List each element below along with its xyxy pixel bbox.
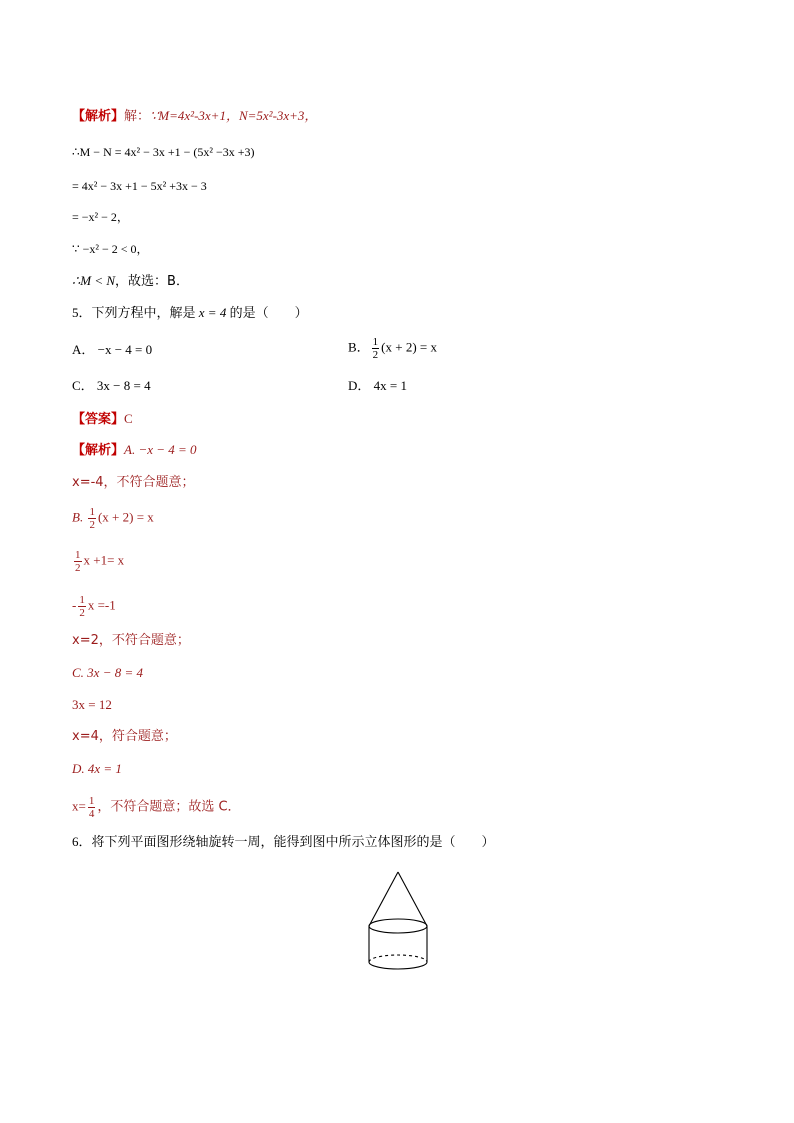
q6-number: 6． bbox=[72, 834, 92, 849]
analysis-b-step1-den: 2 bbox=[75, 562, 81, 574]
q4-conclusion-text: ，故选：B． bbox=[115, 274, 189, 289]
analysis-b-step1 bbox=[72, 549, 124, 574]
analysis-b-step2-num: 1 bbox=[79, 594, 85, 606]
analysis-a-expr: A. −x − 4 = 0 bbox=[124, 442, 197, 457]
q5-stem-math: x = 4 bbox=[198, 305, 227, 320]
q5-answer bbox=[72, 410, 133, 429]
option-b-frac-den: 2 bbox=[372, 349, 379, 361]
analysis-d-result-line bbox=[72, 795, 241, 820]
option-b-label: B． bbox=[348, 339, 370, 355]
analysis-d-expr: D. 4x = 1 bbox=[72, 761, 122, 776]
analysis-b-step1-fraction bbox=[74, 549, 82, 574]
analysis-b-step2-den: 2 bbox=[79, 607, 85, 619]
analysis-b-fraction bbox=[88, 506, 96, 531]
q5-option-c bbox=[72, 377, 151, 395]
analysis-b-step1-expr: x +1= x bbox=[83, 552, 125, 568]
option-c-label: C． bbox=[72, 378, 94, 393]
analysis-b-label: B. bbox=[72, 509, 84, 525]
q5-analysis-a bbox=[72, 441, 197, 460]
q4-step2: = 4x² − 3x +1 − 5x² +3x − 3 bbox=[72, 179, 207, 193]
given-m: ∵M=4x²-3x+1， bbox=[150, 108, 239, 123]
q4-step1: ∴M − N = 4x² − 3x +1 − (5x² −3x +3) bbox=[72, 145, 255, 159]
analysis-c-step: 3x = 12 bbox=[72, 697, 112, 712]
q5-analysis-tag: 【解析】 bbox=[72, 443, 125, 458]
analysis-b-step1-num: 1 bbox=[75, 549, 81, 561]
analysis-b-result: x=2，不符合题意； bbox=[72, 633, 190, 648]
cone-right-edge bbox=[398, 872, 427, 926]
analysis-b-step2-prefix: - bbox=[72, 597, 77, 613]
q5-option-a bbox=[72, 341, 152, 359]
analysis-c-result: x=4，符合题意； bbox=[72, 729, 177, 744]
analysis-b-expr: (x + 2) = x bbox=[97, 509, 154, 525]
analysis-d-den: 4 bbox=[88, 808, 95, 820]
analysis-tag: 【解析】 bbox=[72, 109, 125, 124]
analysis-d-fraction bbox=[88, 795, 96, 820]
q5-stem-suffix: 的是（ ） bbox=[229, 306, 308, 321]
analysis-b-step2-expr: x =-1 bbox=[87, 597, 116, 613]
q4-analysis-line-given bbox=[72, 107, 317, 126]
analysis-b-step2 bbox=[72, 594, 116, 619]
cylinder-bottom-front bbox=[369, 962, 427, 969]
option-c-expr: 3x − 8 = 4 bbox=[96, 378, 151, 393]
analysis-d-result: ，不符合题意；故选 C． bbox=[97, 799, 241, 815]
cone-left-edge bbox=[369, 872, 398, 926]
analysis-b-step2-fraction bbox=[78, 594, 86, 619]
analysis-a-result: x=-4，不符合题意； bbox=[72, 475, 195, 490]
q4-conclusion-math: ∴M < N bbox=[72, 273, 116, 288]
option-a-expr: −x − 4 = 0 bbox=[97, 342, 153, 357]
option-b-frac-num: 1 bbox=[372, 336, 379, 348]
cylinder-bottom-back bbox=[369, 955, 427, 962]
analysis-d-num: 1 bbox=[88, 795, 95, 807]
analysis-b-frac-den: 2 bbox=[89, 519, 95, 531]
option-d-expr: 4x = 1 bbox=[373, 378, 407, 393]
cone-cylinder-figure bbox=[360, 868, 436, 976]
cylinder-top-ellipse bbox=[369, 919, 427, 933]
q5-option-b bbox=[348, 336, 437, 361]
q5-stem bbox=[72, 304, 308, 323]
answer-tag: 【答案】 bbox=[72, 412, 125, 427]
q5-number: 5． bbox=[72, 305, 92, 320]
q6-stem bbox=[72, 833, 495, 852]
option-a-label: A． bbox=[72, 342, 95, 357]
q5-stem-prefix: 下列方程中，解是 bbox=[91, 306, 196, 321]
q5-option-d bbox=[348, 377, 407, 395]
option-b-fraction bbox=[372, 336, 380, 361]
q6-stem-text: 将下列平面图形绕轴旋转一周，能得到图中所示立体图形的是（ ） bbox=[91, 835, 495, 850]
given-n: N=5x²-3x+3， bbox=[238, 108, 318, 123]
q4-conclusion bbox=[72, 272, 189, 291]
analysis-lead: 解： bbox=[124, 109, 151, 124]
analysis-d-prefix: x= bbox=[72, 798, 86, 814]
option-b-expr: (x + 2) = x bbox=[381, 339, 437, 355]
analysis-c-expr: C. 3x − 8 = 4 bbox=[72, 665, 143, 680]
q4-step4: ∵ −x² − 2 < 0， bbox=[72, 242, 149, 256]
analysis-b-line bbox=[72, 506, 154, 531]
q4-step3: = −x² − 2， bbox=[72, 210, 129, 224]
analysis-b-frac-num: 1 bbox=[89, 506, 95, 518]
answer-value: C bbox=[124, 411, 133, 426]
option-d-label: D． bbox=[348, 378, 371, 393]
